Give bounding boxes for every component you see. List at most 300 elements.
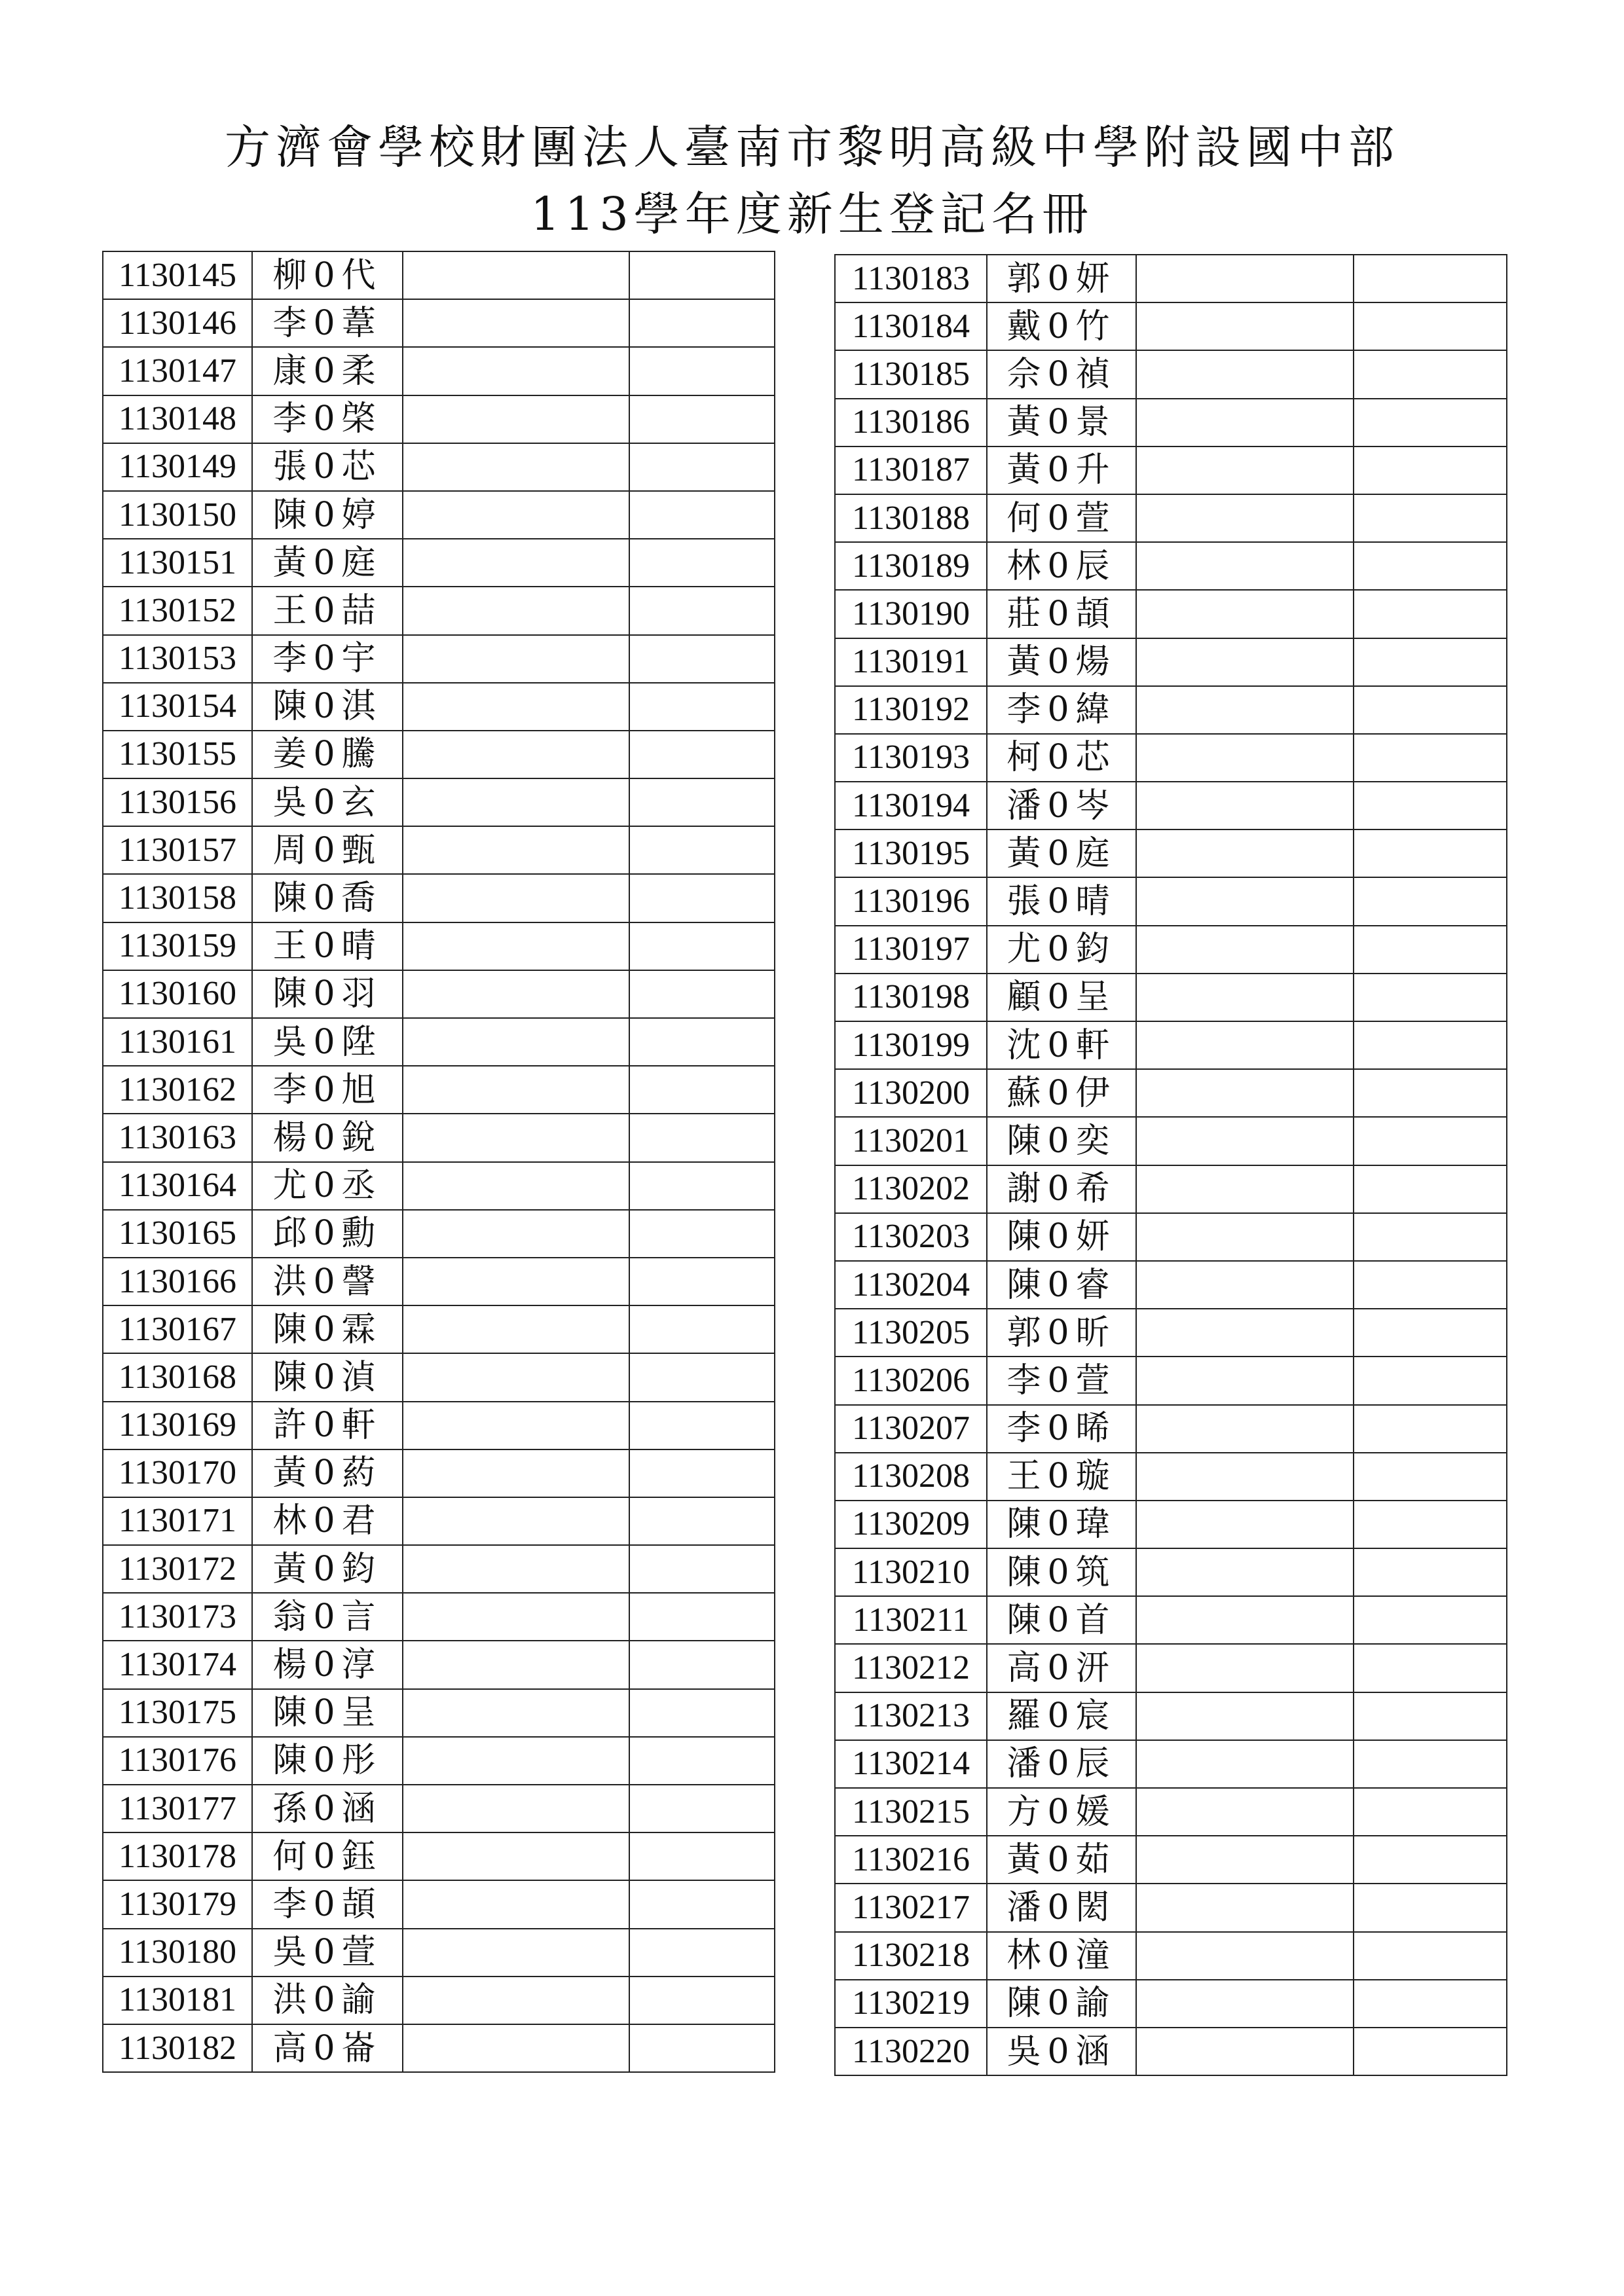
blank-cell	[1136, 1309, 1354, 1357]
blank-cell	[403, 1018, 629, 1066]
blank-cell	[1354, 1021, 1507, 1069]
blank-cell	[403, 1066, 629, 1114]
blank-cell	[1136, 1357, 1354, 1404]
student-id: 1130194	[835, 782, 987, 829]
blank-cell	[1354, 782, 1507, 829]
student-id: 1130199	[835, 1021, 987, 1069]
blank-cell	[1136, 1117, 1354, 1165]
blank-cell	[403, 491, 629, 539]
student-name: 高0崙	[252, 2024, 403, 2072]
table-row	[103, 443, 775, 491]
table-row	[835, 399, 1507, 446]
table-row	[103, 1162, 775, 1210]
table-row	[835, 926, 1507, 974]
blank-cell	[1136, 1501, 1354, 1548]
blank-cell	[403, 1929, 629, 1977]
blank-cell	[403, 587, 629, 634]
blank-cell	[1136, 302, 1354, 350]
student-id: 1130192	[835, 686, 987, 734]
blank-cell	[1354, 2028, 1507, 2075]
blank-cell	[629, 1305, 775, 1353]
student-id: 1130156	[103, 778, 252, 826]
blank-cell	[1136, 255, 1354, 302]
student-id: 1130217	[835, 1884, 987, 1931]
table-row	[103, 1832, 775, 1880]
student-name: 康0柔	[252, 347, 403, 395]
blank-cell	[629, 395, 775, 443]
table-row	[103, 1114, 775, 1161]
student-id: 1130171	[103, 1497, 252, 1545]
blank-cell	[1136, 2028, 1354, 2075]
table-row	[103, 1449, 775, 1497]
blank-cell	[1136, 399, 1354, 446]
student-id: 1130211	[835, 1596, 987, 1644]
blank-cell	[629, 1545, 775, 1593]
blank-cell	[403, 1305, 629, 1353]
blank-cell	[629, 491, 775, 539]
blank-cell	[629, 1066, 775, 1114]
blank-cell	[1354, 974, 1507, 1021]
student-id: 1130169	[103, 1402, 252, 1449]
blank-cell	[403, 1977, 629, 2024]
student-name: 許0軒	[252, 1402, 403, 1449]
blank-cell	[1136, 1932, 1354, 1980]
student-name: 佘0禎	[987, 350, 1136, 398]
table-row	[835, 1453, 1507, 1501]
student-id: 1130191	[835, 638, 987, 686]
blank-cell	[1354, 829, 1507, 877]
blank-cell	[1136, 638, 1354, 686]
student-id: 1130182	[103, 2024, 252, 2072]
student-id: 1130216	[835, 1836, 987, 1884]
blank-cell	[1354, 399, 1507, 446]
blank-cell	[629, 1210, 775, 1258]
table-row	[103, 826, 775, 874]
student-name: 吳0玄	[252, 778, 403, 826]
blank-cell	[403, 1785, 629, 1832]
blank-cell	[1354, 1692, 1507, 1740]
blank-cell	[403, 1449, 629, 1497]
student-id: 1130220	[835, 2028, 987, 2075]
blank-cell	[1354, 1596, 1507, 1644]
table-row	[103, 731, 775, 778]
student-id: 1130148	[103, 395, 252, 443]
student-id: 1130209	[835, 1501, 987, 1548]
blank-cell	[403, 395, 629, 443]
student-id: 1130208	[835, 1453, 987, 1501]
student-id: 1130167	[103, 1305, 252, 1353]
student-name: 張0芯	[252, 443, 403, 491]
student-id: 1130219	[835, 1980, 987, 2028]
table-row	[103, 539, 775, 587]
table-row	[103, 2024, 775, 2072]
table-row	[835, 590, 1507, 638]
blank-cell	[403, 1593, 629, 1641]
blank-cell	[1354, 1836, 1507, 1884]
blank-cell	[1354, 1548, 1507, 1596]
blank-cell	[1136, 1021, 1354, 1069]
blank-cell	[1354, 350, 1507, 398]
table-row	[835, 1501, 1507, 1548]
student-name: 楊0銳	[252, 1114, 403, 1161]
blank-cell	[629, 874, 775, 922]
student-id: 1130204	[835, 1261, 987, 1309]
student-id: 1130215	[835, 1788, 987, 1836]
blank-cell	[629, 1929, 775, 1977]
table-row	[103, 1018, 775, 1066]
table-row	[835, 877, 1507, 925]
student-name: 郭0妍	[987, 255, 1136, 302]
blank-cell	[629, 1018, 775, 1066]
blank-cell	[403, 922, 629, 970]
table-row	[835, 1117, 1507, 1165]
table-row	[103, 1066, 775, 1114]
table-row	[103, 1737, 775, 1785]
student-name: 洪0諭	[252, 1977, 403, 2024]
blank-cell	[1354, 1884, 1507, 1931]
blank-cell	[403, 970, 629, 1018]
student-id: 1130195	[835, 829, 987, 877]
blank-cell	[1354, 926, 1507, 974]
blank-cell	[403, 874, 629, 922]
blank-cell	[1136, 446, 1354, 494]
student-name: 陳0喬	[252, 874, 403, 922]
blank-cell	[629, 1977, 775, 2024]
student-name: 李0緯	[987, 686, 1136, 734]
blank-cell	[629, 826, 775, 874]
table-row	[835, 1069, 1507, 1117]
table-row	[103, 395, 775, 443]
blank-cell	[1354, 1501, 1507, 1548]
student-id: 1130202	[835, 1165, 987, 1213]
blank-cell	[403, 1353, 629, 1401]
blank-cell	[629, 443, 775, 491]
table-row	[103, 347, 775, 395]
blank-cell	[1136, 782, 1354, 829]
student-id: 1130154	[103, 683, 252, 731]
student-name: 何0鈺	[252, 1832, 403, 1880]
student-id: 1130210	[835, 1548, 987, 1596]
student-name: 尤0鈞	[987, 926, 1136, 974]
student-id: 1130155	[103, 731, 252, 778]
blank-cell	[1136, 974, 1354, 1021]
blank-cell	[1136, 734, 1354, 782]
student-name: 莊0頡	[987, 590, 1136, 638]
blank-cell	[403, 778, 629, 826]
blank-cell	[1136, 494, 1354, 542]
table-row	[103, 1689, 775, 1737]
student-id: 1130150	[103, 491, 252, 539]
blank-cell	[629, 1258, 775, 1305]
table-row	[835, 1261, 1507, 1309]
blank-cell	[629, 2024, 775, 2072]
student-name: 郭0昕	[987, 1309, 1136, 1357]
student-name: 林0辰	[987, 542, 1136, 590]
student-id: 1130175	[103, 1689, 252, 1737]
student-id: 1130180	[103, 1929, 252, 1977]
blank-cell	[629, 731, 775, 778]
student-name: 潘0閎	[987, 1884, 1136, 1931]
student-name: 陳0瑋	[987, 1501, 1136, 1548]
table-row	[835, 350, 1507, 398]
student-name: 吳0涵	[987, 2028, 1136, 2075]
left-roster-table	[102, 251, 775, 2073]
table-row	[103, 1305, 775, 1353]
blank-cell	[403, 1832, 629, 1880]
student-id: 1130168	[103, 1353, 252, 1401]
blank-cell	[1136, 1980, 1354, 2028]
student-id: 1130159	[103, 922, 252, 970]
blank-cell	[403, 1689, 629, 1737]
blank-cell	[403, 347, 629, 395]
student-name: 黃0茹	[987, 1836, 1136, 1884]
blank-cell	[1136, 686, 1354, 734]
student-name: 邱0勳	[252, 1210, 403, 1258]
blank-cell	[403, 1545, 629, 1593]
table-row	[835, 1021, 1507, 1069]
student-id: 1130173	[103, 1593, 252, 1641]
student-name: 林0君	[252, 1497, 403, 1545]
blank-cell	[629, 683, 775, 731]
blank-cell	[1136, 1453, 1354, 1501]
blank-cell	[1136, 1740, 1354, 1788]
student-id: 1130207	[835, 1405, 987, 1453]
student-name: 柯0芯	[987, 734, 1136, 782]
blank-cell	[629, 1641, 775, 1688]
blank-cell	[1354, 1644, 1507, 1692]
table-row	[835, 1213, 1507, 1261]
blank-cell	[629, 347, 775, 395]
blank-cell	[1354, 1788, 1507, 1836]
table-row	[103, 1977, 775, 2024]
student-id: 1130179	[103, 1880, 252, 1928]
blank-cell	[1354, 1980, 1507, 2028]
student-id: 1130176	[103, 1737, 252, 1785]
table-row	[835, 974, 1507, 1021]
blank-cell	[403, 1737, 629, 1785]
student-id: 1130181	[103, 1977, 252, 2024]
blank-cell	[1136, 590, 1354, 638]
student-name: 黃0煬	[987, 638, 1136, 686]
blank-cell	[629, 1832, 775, 1880]
table-row	[835, 1644, 1507, 1692]
blank-cell	[1354, 1740, 1507, 1788]
student-id: 1130212	[835, 1644, 987, 1692]
blank-cell	[1354, 638, 1507, 686]
student-name: 李0頡	[252, 1880, 403, 1928]
student-name: 洪0謦	[252, 1258, 403, 1305]
blank-cell	[1354, 1932, 1507, 1980]
blank-cell	[629, 1880, 775, 1928]
student-name: 何0萱	[987, 494, 1136, 542]
table-row	[835, 1165, 1507, 1213]
student-id: 1130196	[835, 877, 987, 925]
blank-cell	[1354, 1309, 1507, 1357]
blank-cell	[1136, 1884, 1354, 1931]
student-name: 黃0葯	[252, 1449, 403, 1497]
student-id: 1130174	[103, 1641, 252, 1688]
student-name: 李0宇	[252, 635, 403, 683]
student-id: 1130153	[103, 635, 252, 683]
blank-cell	[403, 2024, 629, 2072]
blank-cell	[629, 1689, 775, 1737]
student-id: 1130189	[835, 542, 987, 590]
student-name: 陳0妍	[987, 1213, 1136, 1261]
student-id: 1130145	[103, 251, 252, 299]
blank-cell	[403, 1114, 629, 1161]
blank-cell	[1354, 255, 1507, 302]
student-name: 陳0首	[987, 1596, 1136, 1644]
student-id: 1130152	[103, 587, 252, 634]
right-roster-table	[834, 254, 1507, 2076]
blank-cell	[1136, 1548, 1354, 1596]
student-id: 1130197	[835, 926, 987, 974]
student-name: 高0汧	[987, 1644, 1136, 1692]
student-name: 陳0羽	[252, 970, 403, 1018]
student-name: 林0潼	[987, 1932, 1136, 1980]
student-name: 姜0騰	[252, 731, 403, 778]
blank-cell	[629, 539, 775, 587]
table-row	[103, 251, 775, 299]
table-row	[835, 1932, 1507, 1980]
document-subtitle: 113學年度新生登記名冊	[530, 187, 1094, 241]
table-row	[835, 2028, 1507, 2075]
blank-cell	[1136, 1596, 1354, 1644]
student-name: 楊0淳	[252, 1641, 403, 1688]
student-name: 沈0軒	[987, 1021, 1136, 1069]
blank-cell	[629, 1402, 775, 1449]
student-id: 1130165	[103, 1210, 252, 1258]
table-row	[103, 970, 775, 1018]
blank-cell	[403, 826, 629, 874]
blank-cell	[1136, 1836, 1354, 1884]
blank-cell	[1136, 877, 1354, 925]
blank-cell	[1354, 1405, 1507, 1453]
student-name: 孫0涵	[252, 1785, 403, 1832]
student-id: 1130172	[103, 1545, 252, 1593]
blank-cell	[629, 1497, 775, 1545]
blank-cell	[629, 970, 775, 1018]
student-id: 1130178	[103, 1832, 252, 1880]
table-row	[835, 1405, 1507, 1453]
table-row	[835, 1548, 1507, 1596]
student-id: 1130158	[103, 874, 252, 922]
blank-cell	[1136, 1069, 1354, 1117]
blank-cell	[403, 443, 629, 491]
blank-cell	[1136, 1692, 1354, 1740]
blank-cell	[1354, 542, 1507, 590]
student-id: 1130177	[103, 1785, 252, 1832]
student-name: 黃0庭	[252, 539, 403, 587]
student-name: 陳0霖	[252, 1305, 403, 1353]
table-row	[835, 255, 1507, 302]
student-id: 1130185	[835, 350, 987, 398]
student-id: 1130164	[103, 1162, 252, 1210]
table-row	[103, 1545, 775, 1593]
student-name: 戴0竹	[987, 302, 1136, 350]
student-name: 李0棨	[252, 395, 403, 443]
blank-cell	[403, 1497, 629, 1545]
student-name: 方0媛	[987, 1788, 1136, 1836]
student-name: 黃0庭	[987, 829, 1136, 877]
table-row	[103, 299, 775, 347]
table-row	[835, 782, 1507, 829]
table-row	[835, 1357, 1507, 1404]
student-id: 1130151	[103, 539, 252, 587]
student-name: 陳0諭	[987, 1980, 1136, 2028]
student-id: 1130213	[835, 1692, 987, 1740]
blank-cell	[1354, 1357, 1507, 1404]
blank-cell	[403, 635, 629, 683]
table-row	[835, 1309, 1507, 1357]
student-id: 1130160	[103, 970, 252, 1018]
student-name: 陳0婷	[252, 491, 403, 539]
blank-cell	[1136, 542, 1354, 590]
blank-cell	[629, 1162, 775, 1210]
blank-cell	[1136, 1405, 1354, 1453]
blank-cell	[403, 1641, 629, 1688]
blank-cell	[629, 1737, 775, 1785]
blank-cell	[629, 251, 775, 299]
student-name: 吳0陞	[252, 1018, 403, 1066]
table-row	[835, 1884, 1507, 1931]
table-row	[835, 1980, 1507, 2028]
student-name: 陳0筑	[987, 1548, 1136, 1596]
blank-cell	[629, 1785, 775, 1832]
table-row	[835, 1692, 1507, 1740]
student-name: 李0晞	[987, 1405, 1136, 1453]
blank-cell	[1354, 446, 1507, 494]
table-row	[103, 778, 775, 826]
student-id: 1130157	[103, 826, 252, 874]
blank-cell	[629, 922, 775, 970]
student-name: 吳0萱	[252, 1929, 403, 1977]
table-row	[103, 683, 775, 731]
student-name: 潘0辰	[987, 1740, 1136, 1788]
table-row	[103, 1641, 775, 1688]
table-row	[103, 1785, 775, 1832]
student-id: 1130205	[835, 1309, 987, 1357]
student-id: 1130201	[835, 1117, 987, 1165]
blank-cell	[1354, 494, 1507, 542]
blank-cell	[629, 635, 775, 683]
blank-cell	[629, 1449, 775, 1497]
blank-cell	[629, 1353, 775, 1401]
student-id: 1130203	[835, 1213, 987, 1261]
student-name: 謝0希	[987, 1165, 1136, 1213]
table-row	[835, 829, 1507, 877]
blank-cell	[1354, 1165, 1507, 1213]
blank-cell	[629, 1114, 775, 1161]
student-id: 1130218	[835, 1932, 987, 1980]
student-name: 陳0睿	[987, 1261, 1136, 1309]
blank-cell	[629, 587, 775, 634]
table-row	[103, 1402, 775, 1449]
student-name: 黃0景	[987, 399, 1136, 446]
student-name: 王0喆	[252, 587, 403, 634]
blank-cell	[403, 1402, 629, 1449]
blank-cell	[403, 1210, 629, 1258]
student-id: 1130163	[103, 1114, 252, 1161]
blank-cell	[1354, 590, 1507, 638]
table-row	[835, 686, 1507, 734]
blank-cell	[629, 1593, 775, 1641]
blank-cell	[1354, 1117, 1507, 1165]
blank-cell	[1354, 1213, 1507, 1261]
table-row	[103, 1929, 775, 1977]
student-id: 1130193	[835, 734, 987, 782]
blank-cell	[1136, 829, 1354, 877]
